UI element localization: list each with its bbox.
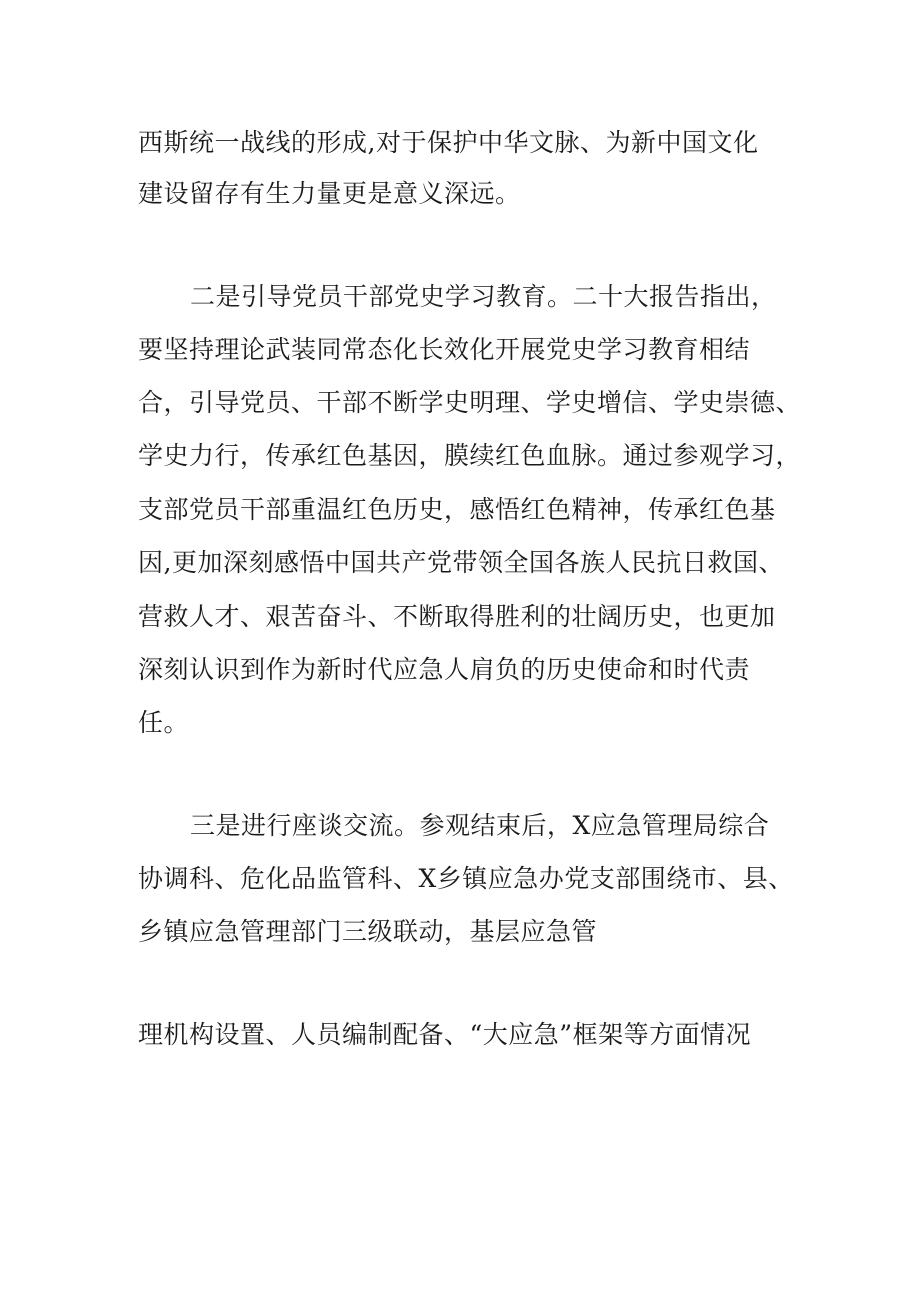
paragraph-2-line-1: 二是引导党员干部党史学习教育。二十大报告指出， <box>190 282 777 311</box>
paragraph-2-line-5: 支部党员干部重温红色历史，感悟红色精神，传承红色基 <box>138 495 776 524</box>
paragraph-3-line-4: 理机构设置、人员编制配备、“大应急”框架等方面情况 <box>138 1020 752 1049</box>
paragraph-2-line-7: 营救人才、艰苦奋斗、不断取得胜利的壮阔历史，也更加 <box>138 602 776 631</box>
paragraph-2-line-8: 深刻认识到作为新时代应急人肩负的历史使命和时代责 <box>138 655 751 684</box>
paragraph-1-line-1: 西斯统一战线的形成,对于保护中华文脉、为新中国文化 <box>138 128 759 157</box>
paragraph-1-line-2: 建设留存有生力量更是意义深远。 <box>138 179 521 208</box>
paragraph-2-line-3: 合，引导党员、干部不断学史明理、学史增信、学史崇德、 <box>138 388 802 417</box>
paragraph-2-line-2: 要坚持理论武装同常态化长效化开展党史学习教育相结 <box>138 335 751 364</box>
paragraph-2-line-4: 学史力行，传承红色基因，膜续红色血脉。通过参观学习， <box>138 441 802 470</box>
paragraph-2-line-9: 任。 <box>138 708 190 737</box>
paragraph-3-line-2: 协调科、危化品监管科、X乡镇应急办党支部围绕市、县、 <box>138 864 794 893</box>
paragraph-2-line-6: 因,更加深刻感悟中国共产党带领全国各族人民抗日救国、 <box>138 548 784 577</box>
paragraph-3-line-1: 三是进行座谈交流。参观结束后，X应急管理局综合 <box>190 811 770 840</box>
paragraph-3-line-3: 乡镇应急管理部门三级联动，基层应急管 <box>138 917 598 946</box>
